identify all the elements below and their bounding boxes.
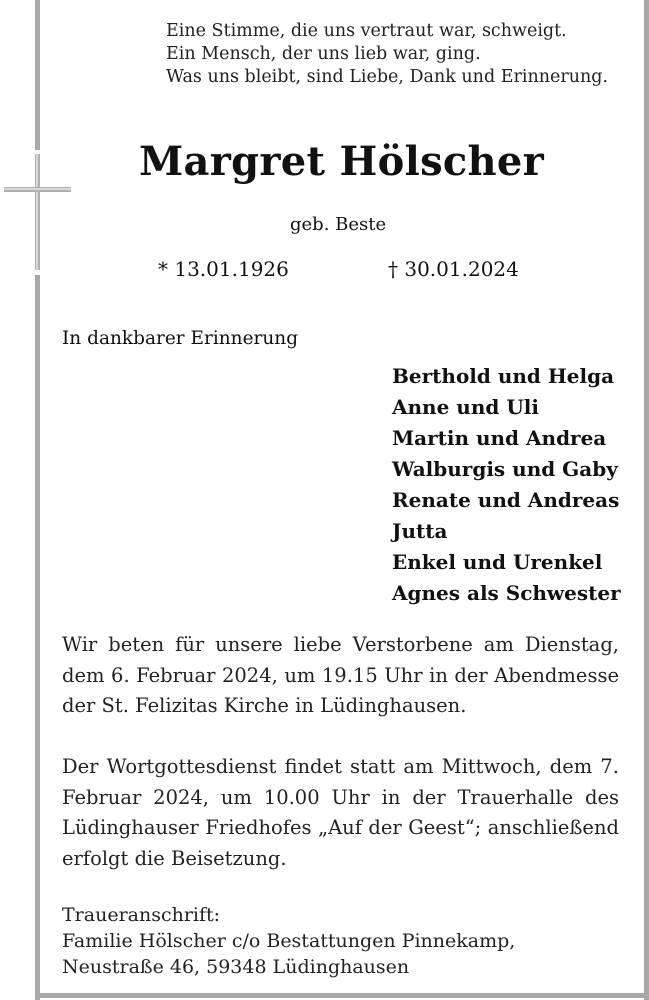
maiden-name: geb. Beste xyxy=(290,214,387,235)
mourner-item: Anne und Uli xyxy=(392,395,539,419)
mourner-item: Agnes als Schwester xyxy=(392,581,621,605)
quote-line: Eine Stimme, die uns vertraut war, schweigt. xyxy=(166,21,567,41)
quote-line: Ein Mensch, der uns lieb war, ging. xyxy=(166,44,481,64)
frame-bottom-border xyxy=(35,993,649,998)
mourner-item: Berthold und Helga xyxy=(392,364,615,388)
birth-date: * 13.01.1926 xyxy=(158,257,289,281)
mourner-item: Walburgis und Gaby xyxy=(392,457,618,481)
death-date: † 30.01.2024 xyxy=(388,257,519,281)
quote-line: Was uns bleibt, sind Liebe, Dank und Erinnerung. xyxy=(166,67,609,87)
memory-text: In dankbarer Erinnerung xyxy=(62,328,299,349)
memorial-quote xyxy=(166,20,608,89)
address-line: Neustraße 46, 59348 Lüdinghausen xyxy=(62,956,410,978)
mourner-item: Enkel und Urenkel xyxy=(392,550,603,574)
address-line: Familie Hölscher c/o Bestattungen Pinnekamp, xyxy=(62,930,516,952)
burial-info: Der Wortgottesdienst findet statt am Mittwoch, dem 7. Februar 2024, um 10.00 Uhr in der Trauerhalle des Lüdinghauser Friedhofes „Auf der Geest“; anschließend erfolgt die Beisetzung. xyxy=(62,755,619,870)
mass-info: Wir beten für unsere liebe Verstorbene am Dienstag, dem 6. Februar 2024, um 19.15 Uhr in der Abendmesse der St. Felizitas Kirche in Lüdinghausen. xyxy=(62,633,619,717)
mourner-item: Renate und Andreas xyxy=(392,488,620,512)
mourner-item: Martin und Andrea xyxy=(392,426,607,450)
address-label: Traueranschrift: xyxy=(62,904,221,926)
mourners-list xyxy=(392,361,621,609)
mourning-address xyxy=(62,902,515,980)
mourner-item: Jutta xyxy=(392,519,448,543)
deceased-name: Margret Hölscher xyxy=(138,138,545,185)
